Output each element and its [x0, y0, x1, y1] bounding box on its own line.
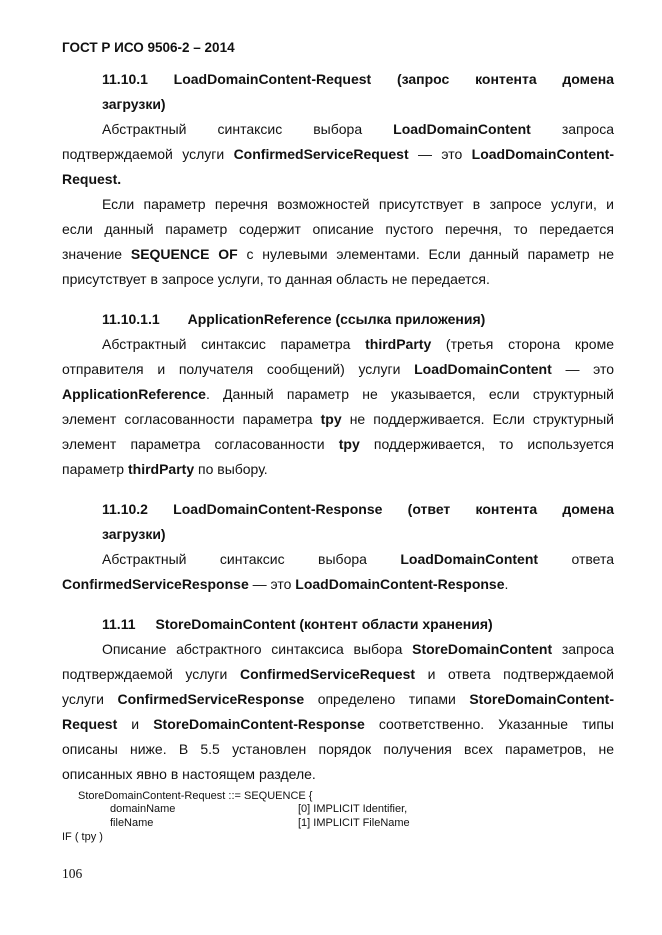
text-run: запроса	[530, 121, 614, 137]
document-header: ГОСТ Р ИСО 9506-2 – 2014	[62, 40, 235, 55]
text-run: отправителя и получателя сообщений) услуги	[62, 361, 415, 377]
section-heading-11-10-1-cont: загрузки)	[102, 96, 166, 112]
heading-title: ApplicationReference (ссылка приложения)	[187, 311, 486, 327]
paragraph-line: присутствует в запросе услуги, то данная область не передается.	[62, 271, 490, 287]
term: Request	[62, 716, 118, 732]
paragraph-line	[62, 410, 614, 428]
code-field-name: domainName	[110, 803, 176, 815]
paragraph-line: описаны ниже. В 5.5 установлен порядок получения всех параметров, не	[62, 741, 614, 757]
paragraph-line	[102, 640, 614, 658]
code-line: StoreDomainContent-Request ::= SEQUENCE {	[78, 790, 313, 802]
term: StoreDomainContent-Response	[153, 716, 365, 732]
term: LoadDomainContent	[414, 361, 552, 377]
paragraph-line	[62, 245, 614, 263]
paragraph-line	[102, 550, 614, 568]
heading-word: (ответ	[407, 501, 451, 517]
section-heading-11-11	[102, 615, 614, 633]
page-number: 106	[62, 866, 83, 881]
text-run: — это	[551, 361, 615, 377]
text-run: — это	[408, 146, 472, 162]
paragraph-line	[62, 715, 614, 733]
term: ConfirmedServiceRequest	[239, 666, 416, 682]
code-field-type: [0] IMPLICIT Identifier,	[298, 803, 408, 815]
heading-word: контента	[475, 71, 537, 87]
code-field-name: fileName	[110, 817, 154, 829]
paragraph-line	[62, 145, 614, 163]
text-run: с нулевыми элементами. Если данный параметр не	[237, 246, 615, 262]
paragraph-line	[62, 575, 614, 593]
text-run: Абстрактный синтаксис выбора	[102, 551, 401, 567]
term: ApplicationReference	[62, 386, 206, 402]
paragraph-line: описанных явно в настоящем разделе.	[62, 766, 316, 782]
term: ConfirmedServiceResponse	[62, 576, 249, 592]
section-heading-11-10-1-1	[102, 310, 614, 328]
paragraph-line	[62, 360, 614, 378]
term: LoadDomainContent-Response	[295, 576, 505, 592]
paragraph-line: Request.	[62, 171, 122, 187]
paragraph-line	[102, 335, 614, 353]
text-run: — это	[248, 576, 296, 592]
text-run: параметр	[62, 461, 128, 477]
text-run: услуги	[62, 691, 118, 707]
paragraph-line	[62, 665, 614, 683]
text-run: . Данный параметр не указывается, если структурный	[205, 386, 614, 402]
section-heading-11-10-2-cont: загрузки)	[102, 526, 166, 542]
code-field-type: [1] IMPLICIT FileName	[298, 817, 410, 829]
heading-title: StoreDomainContent (контент области хранения)	[155, 616, 493, 632]
term: LoadDomainContent-	[471, 146, 614, 162]
heading-word: (запрос	[396, 71, 450, 87]
text-run: Абстрактный синтаксис выбора	[102, 121, 394, 137]
text-run: подтверждаемой услуги	[62, 666, 240, 682]
text-run: не поддерживается. Если структурный	[341, 411, 614, 427]
text-run: значение	[62, 246, 131, 262]
heading-word: контента	[475, 501, 538, 517]
term: ConfirmedServiceRequest	[233, 146, 409, 162]
term: tpy	[320, 411, 342, 427]
text-run: .	[504, 576, 509, 592]
paragraph-line	[62, 385, 614, 403]
paragraph-line	[62, 435, 614, 453]
section-heading-11-10-1	[102, 70, 614, 88]
heading-number: 11.11	[102, 616, 136, 632]
term: thirdParty	[365, 336, 432, 352]
heading-word: домена	[562, 71, 615, 87]
heading-number: 11.10.1.1	[102, 311, 160, 327]
term: LoadDomainContent	[393, 121, 531, 137]
text-run: (третья сторона кроме	[431, 336, 614, 352]
text-run: поддерживается, то используется	[359, 436, 614, 452]
text-run: соответственно. Указанные типы	[364, 716, 614, 732]
paragraph-line	[62, 460, 614, 478]
text-run: подтверждаемой услуги	[62, 146, 234, 162]
text-run: элемент согласованности параметра	[62, 411, 321, 427]
term: StoreDomainContent-	[469, 691, 615, 707]
text-run: Описание абстрактного синтаксиса выбора	[102, 641, 413, 657]
term: thirdParty	[127, 461, 195, 477]
text-run: и ответа подтверждаемой	[415, 666, 614, 682]
term: tpy	[338, 436, 360, 452]
term: SEQUENCE OF	[130, 246, 238, 262]
paragraph-line	[62, 690, 614, 708]
heading-word: домена	[562, 501, 614, 517]
text-run: ответа	[538, 551, 614, 567]
term: ConfirmedServiceResponse	[117, 691, 305, 707]
text-run: запроса	[552, 641, 614, 657]
code-line: IF ( tpy )	[62, 831, 103, 843]
text-run: определено типами	[304, 691, 470, 707]
paragraph-line: Если параметр перечня возможностей присутствует в запросе услуги, и	[102, 196, 614, 212]
section-heading-11-10-2	[102, 500, 614, 518]
text-run: и	[117, 716, 154, 732]
term: LoadDomainContent	[400, 551, 539, 567]
text-run: по выбору.	[194, 461, 268, 477]
text-run: элемент параметра согласованности	[62, 436, 339, 452]
paragraph-line	[102, 120, 614, 138]
paragraph-line: если данный параметр содержит описание пустого перечня, то передается	[62, 221, 614, 237]
heading-title: 11.10.1 LoadDomainContent-Request	[102, 71, 372, 87]
text-run: Абстрактный синтаксис параметра	[102, 336, 366, 352]
heading-title: 11.10.2 LoadDomainContent-Response	[102, 501, 383, 517]
term: StoreDomainContent	[412, 641, 553, 657]
